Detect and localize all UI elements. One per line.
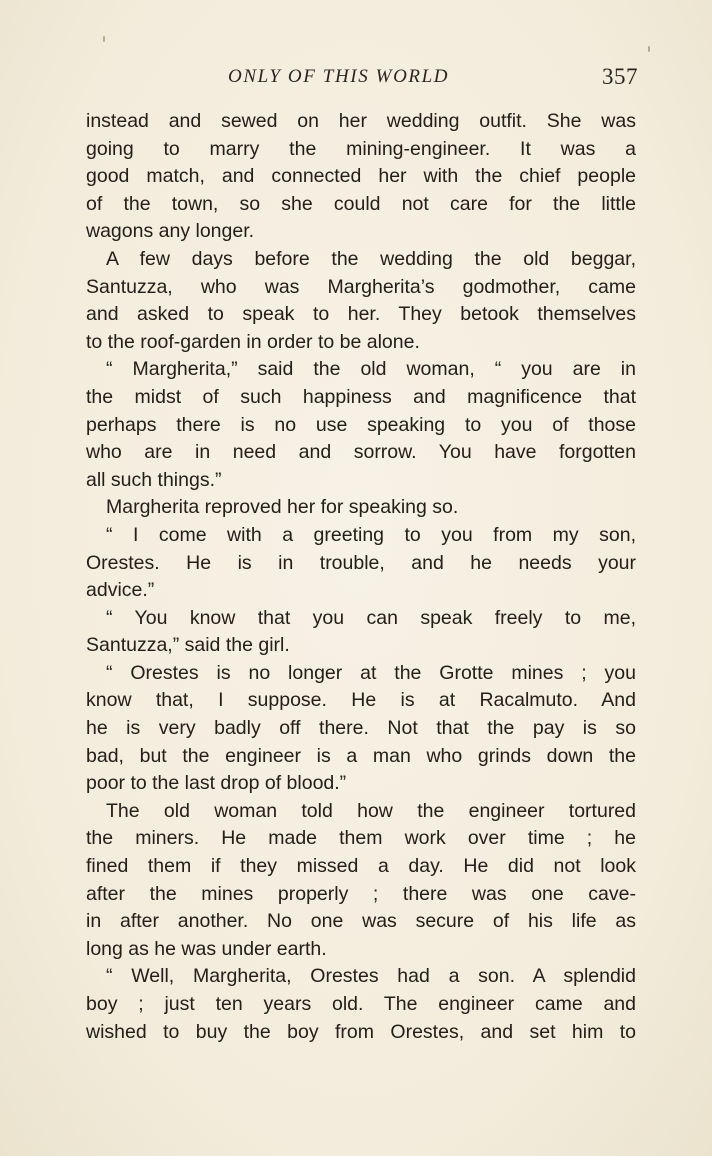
text-line: instead and sewed on her wedding outfit. She was (86, 110, 636, 132)
page-number: 357 (602, 64, 638, 89)
text-line: he is very badly off there. Not that the pay is so (86, 717, 636, 740)
text-line: “ Well, Margherita, Orestes had a son. A splendid (106, 965, 636, 988)
text-line: Santuzza, who was Margherita’s godmother, came (86, 275, 636, 298)
text-line: Santuzza,” said the girl. (86, 634, 290, 657)
text-line: perhaps there is no use speaking to you of those (86, 413, 636, 436)
text-line: advice.” (86, 579, 155, 602)
text-line: know that, I suppose. He is at Racalmuto. And (86, 689, 636, 712)
body-text (86, 108, 636, 1046)
running-header (86, 66, 638, 96)
text-line: the miners. He made them work over time ; he (86, 827, 636, 850)
paper-speck (103, 36, 105, 42)
paper-speck (648, 46, 650, 52)
text-line: and asked to speak to her. They betook themselves (86, 303, 636, 326)
text-line: The old woman told how the engineer tortured (106, 799, 636, 822)
text-line: bad, but the engineer is a man who grinds down the (86, 744, 636, 767)
text-line: “ Orestes is no longer at the Grotte mines ; you (106, 661, 636, 684)
text-line: poor to the last drop of blood.” (86, 772, 347, 795)
text-line: in after another. No one was secure of his life as (86, 910, 636, 933)
text-line: good match, and connected her with the chief people (86, 165, 636, 188)
text-line: “ I come with a greeting to you from my son, (106, 523, 636, 546)
text-line: the midst of such happiness and magnificence that (86, 385, 636, 408)
text-line: who are in need and sorrow. You have forgotten (86, 441, 636, 464)
text-line: A few days before the wedding the old beggar, (106, 247, 636, 270)
text-line: “ You know that you can speak freely to me, (106, 606, 636, 629)
text-line: Orestes. He is in trouble, and he needs your (86, 551, 636, 574)
text-line: to the roof-garden in order to be alone. (86, 330, 420, 353)
text-line: going to marry the mining-engineer. It was a (86, 137, 636, 160)
text-line: after the mines properly ; there was one cave- (86, 882, 636, 905)
text-line: “ Margherita,” said the old woman, “ you are in (106, 358, 636, 381)
text-line: fined them if they missed a day. He did not look (86, 855, 636, 878)
text-line: Margherita reproved her for speaking so. (106, 496, 459, 519)
text-line: wagons any longer. (86, 220, 255, 243)
text-line: of the town, so she could not care for the little (86, 192, 636, 215)
text-line: wished to buy the boy from Orestes, and set him to (86, 1020, 636, 1043)
running-title: ONLY OF THIS WORLD (228, 66, 450, 87)
text-line: boy ; just ten years old. The engineer came and (86, 993, 636, 1015)
text-line: long as he was under earth. (86, 937, 327, 960)
text-line: all such things.” (86, 468, 222, 491)
